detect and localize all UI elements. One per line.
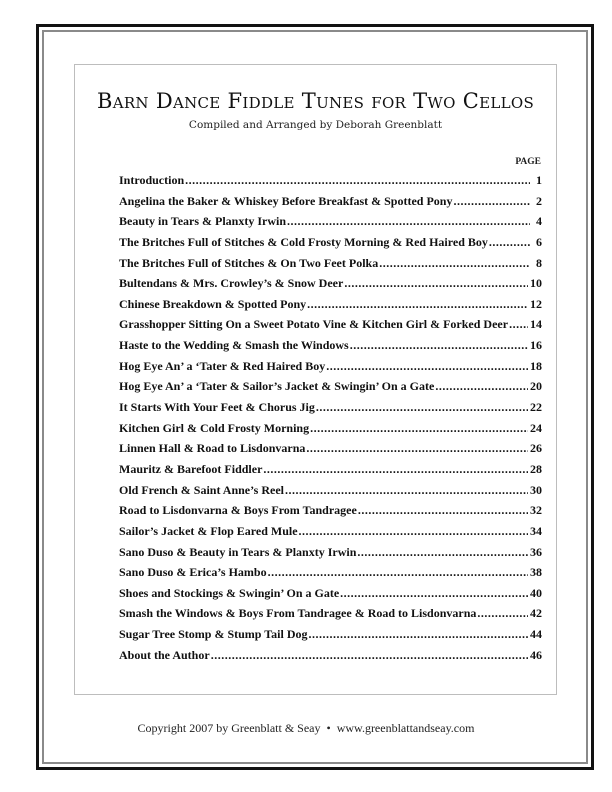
toc-leader-dots xyxy=(268,565,528,580)
toc-leader-dots xyxy=(308,627,528,642)
toc-entry-title: Smash the Windows & Boys From Tandragee & Road to Lisdonvarna xyxy=(119,606,477,621)
toc-leader-dots xyxy=(307,297,528,312)
toc-entry-page: 42 xyxy=(530,606,542,621)
toc-entry-page: 20 xyxy=(530,379,542,394)
toc-entry xyxy=(119,359,542,380)
toc-entry-page: 46 xyxy=(530,647,542,662)
toc-leader-dots xyxy=(299,524,528,539)
toc-leader-dots xyxy=(340,586,528,601)
toc-leader-dots xyxy=(316,400,528,415)
toc-entry xyxy=(119,338,542,359)
page-footer xyxy=(0,721,612,736)
toc-leader-dots xyxy=(358,503,528,518)
toc-leader-dots xyxy=(357,545,528,560)
toc-entry xyxy=(119,545,542,566)
toc-entry-title: Sano Duso & Erica’s Hambo xyxy=(119,565,267,580)
toc-leader-dots xyxy=(344,276,528,291)
toc-entry xyxy=(119,173,542,194)
toc-leader-dots xyxy=(285,483,528,498)
toc-entry xyxy=(119,627,542,648)
toc-leader-dots xyxy=(509,317,528,332)
toc-entry-page: 10 xyxy=(530,276,542,291)
toc-entry-title: Haste to the Wedding & Smash the Windows xyxy=(119,338,349,353)
toc-entry-page: 36 xyxy=(530,544,542,559)
toc-entry-title: Kitchen Girl & Cold Frosty Morning xyxy=(119,420,310,435)
toc-entry-title: The Britches Full of Stitches & On Two Feet Polka xyxy=(119,255,379,270)
toc-leader-dots xyxy=(211,648,528,663)
toc-entry xyxy=(119,276,542,297)
toc-entry xyxy=(119,421,542,442)
toc-leader-dots xyxy=(326,359,528,374)
toc-entry-page: 8 xyxy=(536,255,542,270)
toc-entry-page: 16 xyxy=(530,338,542,353)
toc-leader-dots xyxy=(185,173,530,188)
toc-entry-title: Shoes and Stockings & Swingin’ On a Gate xyxy=(119,585,340,600)
toc-entry-page: 2 xyxy=(536,193,542,208)
toc-entry-title: Beauty in Tears & Planxty Irwin xyxy=(119,214,287,229)
toc-entry-title: It Starts With Your Feet & Chorus Jig xyxy=(119,400,315,415)
toc-entry-page: 14 xyxy=(530,317,542,332)
toc-entry xyxy=(119,379,542,400)
book-title: Barn Dance Fiddle Tunes for Two Cellos xyxy=(96,89,535,113)
toc-entry xyxy=(119,400,542,421)
toc-leader-dots xyxy=(435,379,528,394)
toc-leader-dots xyxy=(263,462,528,477)
toc-entry-title: Grasshopper Sitting On a Sweet Potato Vine & Kitchen Girl & Forked Deer xyxy=(119,317,509,332)
toc-entry-page: 4 xyxy=(536,214,542,229)
toc-entry xyxy=(119,297,542,318)
toc-entry-title: Hog Eye An’ a ‘Tater & Red Haired Boy xyxy=(119,358,326,373)
book-subtitle: Compiled and Arranged by Deborah Greenblatt xyxy=(188,119,443,131)
toc-entry xyxy=(119,462,542,483)
toc-entry-title: Mauritz & Barefoot Fiddler xyxy=(119,461,263,476)
toc-entry-title: Linnen Hall & Road to Lisdonvarna xyxy=(119,441,306,456)
toc-leader-dots xyxy=(310,421,528,436)
bullet-separator: • xyxy=(326,721,331,735)
toc-entry-page: 12 xyxy=(530,296,542,311)
website-text: www.greenblattandseay.com xyxy=(336,721,475,735)
toc-entry xyxy=(119,441,542,462)
toc-entry-page: 26 xyxy=(530,441,542,456)
toc-entry xyxy=(119,565,542,586)
toc-entry xyxy=(119,317,542,338)
toc-leader-dots xyxy=(453,194,530,209)
toc-entry xyxy=(119,648,542,669)
toc-entry xyxy=(119,524,542,545)
toc-entry xyxy=(119,214,542,235)
copyright-text: Copyright 2007 by Greenblatt & Seay xyxy=(137,721,321,735)
toc-entry-page: 44 xyxy=(530,627,542,642)
toc-leader-dots xyxy=(489,235,530,250)
toc-entry-title: Chinese Breakdown & Spotted Pony xyxy=(119,296,307,311)
toc-entry xyxy=(119,606,542,627)
toc-entry-title: Introduction xyxy=(119,173,185,187)
toc-entry-title: Sugar Tree Stomp & Stump Tail Dog xyxy=(119,627,308,642)
toc-entry-page: 1 xyxy=(536,173,542,187)
toc-entry-page: 28 xyxy=(530,461,542,476)
toc-leader-dots xyxy=(379,256,530,271)
toc-entry-page: 34 xyxy=(530,523,542,538)
toc-entry xyxy=(119,503,542,524)
toc-entry-page: 30 xyxy=(530,482,542,497)
toc-entry-title: Old French & Saint Anne’s Reel xyxy=(119,482,285,497)
toc-entry-page: 24 xyxy=(530,420,542,435)
toc-entry-page: 6 xyxy=(536,234,542,249)
page-column-header: PAGE xyxy=(515,157,541,167)
toc-entry xyxy=(119,256,542,277)
toc-entry xyxy=(119,483,542,504)
toc-entry-title: Bultendans & Mrs. Crowley’s & Snow Deer xyxy=(119,276,344,291)
toc-entry-title: About the Author xyxy=(119,647,210,662)
toc-entry xyxy=(119,235,542,256)
toc-entry xyxy=(119,194,542,215)
toc-entry-page: 38 xyxy=(530,565,542,580)
toc-leader-dots xyxy=(306,441,528,456)
toc-leader-dots xyxy=(350,338,528,353)
toc-entry-title: Sailor’s Jacket & Flop Eared Mule xyxy=(119,523,298,538)
toc-entry-title: The Britches Full of Stitches & Cold Frosty Morning & Red Haired Boy xyxy=(119,234,488,249)
toc-entry xyxy=(119,586,542,607)
toc-entry-title: Sano Duso & Beauty in Tears & Planxty Irwin xyxy=(119,544,357,559)
toc-entry-page: 40 xyxy=(530,585,542,600)
toc-entry-title: Angelina the Baker & Whiskey Before Breakfast & Spotted Pony xyxy=(119,193,453,208)
toc-entry-title: Road to Lisdonvarna & Boys From Tandragee xyxy=(119,503,357,518)
toc-entry-page: 22 xyxy=(530,400,542,415)
toc-leader-dots xyxy=(287,214,530,229)
toc-entry-title: Hog Eye An’ a ‘Tater & Sailor’s Jacket & Swingin’ On a Gate xyxy=(119,379,435,394)
toc-list xyxy=(119,173,542,668)
toc-leader-dots xyxy=(477,606,528,621)
toc-entry-page: 32 xyxy=(530,503,542,518)
toc-entry-page: 18 xyxy=(530,358,542,373)
table-of-contents-box xyxy=(74,64,557,695)
